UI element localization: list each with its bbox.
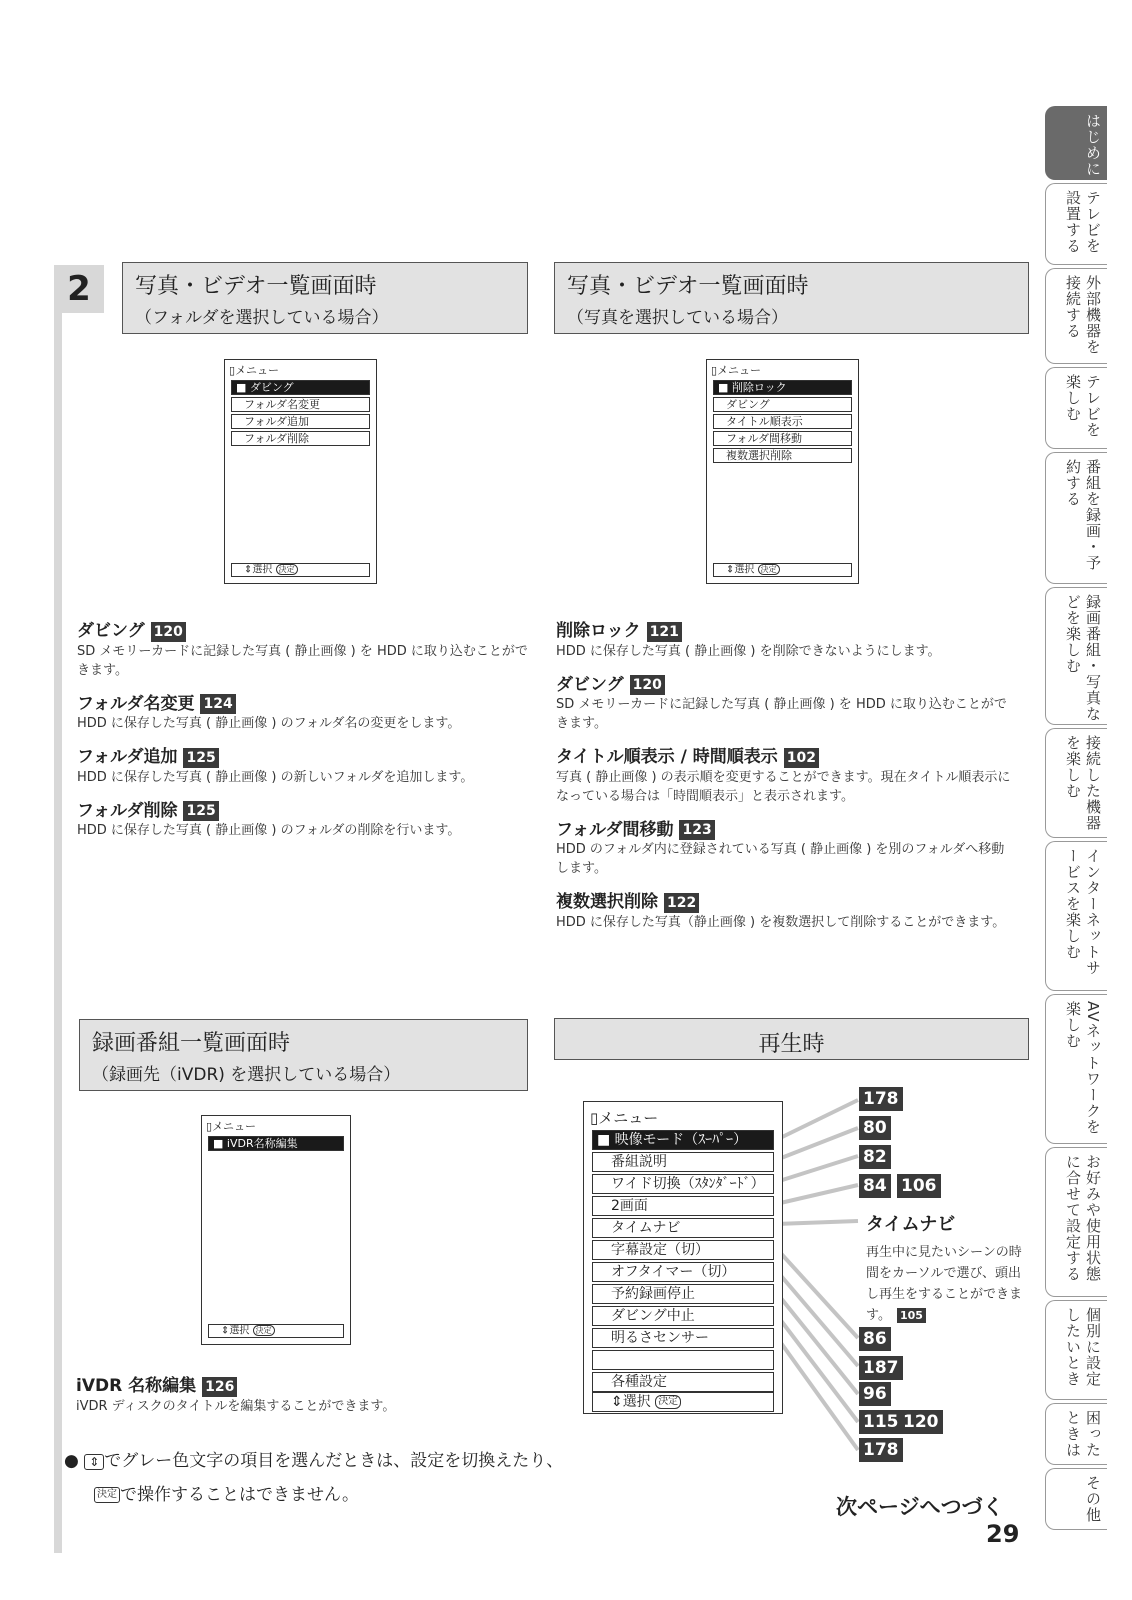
menu-title: ▯メニュー [590,1109,659,1127]
side-tab-introduction[interactable]: はじめに [1045,106,1107,180]
side-tab-enjoy-recordings[interactable]: 録画番組・写真などを楽しむ [1045,587,1107,725]
list-item: ダビング 120 SD メモリーカードに記録した写真 ( 静止画像 ) を HDD に取り込むことができます。 [77,621,528,678]
side-tab-av-network[interactable]: AVネットワークを楽しむ [1045,994,1107,1144]
page-ref-badge: 125 [183,748,218,768]
side-tab-connect-devices[interactable]: 外部機器を接続する [1045,268,1107,364]
menu-footer: ⇕選択 決定 [208,1324,344,1338]
page-ref-badge: 178 [859,1087,903,1111]
photo-menu-screen [706,359,859,584]
page-ref-badge: 115 [859,1410,903,1434]
recorded-menu-item-ivdr-rename[interactable]: ■ iVDR名称編集 [208,1136,344,1151]
side-tab-enjoy-connected[interactable]: 接続した機器を楽しむ [1045,728,1107,838]
menu-footer: ⇕選択 決定 [592,1392,774,1412]
enter-key-icon: 決定 [276,564,298,575]
playback-menu-item-wide-mode[interactable]: ワイド切換（ｽﾀﾝﾀﾞｰﾄﾞ） [592,1174,774,1194]
connector-line [776,1221,858,1224]
photo-menu-item-title-order[interactable]: タイトル順表示 [713,414,852,429]
page-ref-badge: 86 [859,1327,891,1351]
side-tab-settings[interactable]: お好みや使用状態に合せて設定する [1045,1147,1107,1297]
page-ref-badge: 82 [859,1145,891,1169]
timenavi-title: タイムナビ [866,1214,956,1235]
photo-menu-item-delete-lock[interactable]: ■ 削除ロック [713,380,852,395]
list-item: ダビング 120 SD メモリーカードに記録した写真 ( 静止画像 ) を HDD に取り込むことができます。 [556,674,1007,731]
connector-line [776,1314,858,1422]
folder-item-list [77,616,533,840]
page-ref-badge: 121 [647,622,682,642]
page-ref-badge: 124 [200,694,235,714]
select-key-icon: ⇕ [244,564,253,576]
photo-item-list [556,616,1016,932]
folder-section-title: 写真・ビデオ一覧画面時 [135,274,377,299]
enter-key-icon: 決定 [758,564,780,575]
bullet-icon: ● [64,1451,79,1471]
menu-footer: ⇕選択 決定 [231,563,370,577]
connector-line [776,1185,858,1204]
page-number: 29 [986,1520,1020,1548]
recorded-menu-screen [201,1115,351,1345]
enter-key-icon: 決定 [655,1395,681,1409]
timenavi-note [866,1210,1031,1326]
folder-menu-item-delete[interactable]: フォルダ削除 [231,431,370,446]
page-ref-badge: 120 [630,675,665,695]
list-item: フォルダ名変更 124 HDD に保存した写真 ( 静止画像 ) のフォルダ名の変更をします。 [77,693,461,731]
page-ref-badge: 178 [859,1438,903,1462]
playback-menu-item-stop-dubbing[interactable]: ダビング中止 [592,1306,774,1326]
playback-menu-item-stop-recording[interactable]: 予約録画停止 [592,1284,774,1304]
playback-menu-item-subtitle[interactable]: 字幕設定（切） [592,1240,774,1260]
side-tab-enjoy-tv[interactable]: テレビを楽しむ [1045,367,1107,449]
enter-key-icon: 決定 [253,1325,275,1336]
page-ref-badge: 120 [899,1410,943,1434]
photo-menu-item-dubbing[interactable]: ダビング [713,397,852,412]
page-ref-badge: 123 [679,820,714,840]
playback-menu-screen [583,1101,783,1414]
timenavi-desc: 再生中に見たいシーンの時間をカーソルで選び、頭出し再生をすることができます。 [866,1245,1023,1323]
recorded-section-subtitle: （録画先（iVDR) を選択している場合） [92,1065,401,1085]
continue-text: 次ページへつづく [836,1495,1004,1519]
list-item: フォルダ削除 125 HDD に保存した写真 ( 静止画像 ) のフォルダの削除を行います。 [77,800,461,838]
page-ref-badge: 80 [859,1116,891,1140]
page-ref-badge: 102 [784,748,819,768]
photo-section-header [554,262,1029,334]
list-item: フォルダ間移動 123 HDD のフォルダ内に登録されている写真 ( 静止画像 ) を別のフォルダへ移動します。 [556,819,1005,876]
note-line-1: ● ⇕ でグレー色文字の項目を選んだときは、設定を切換えたり、 [64,1451,564,1471]
folder-menu-item-dubbing[interactable]: ■ ダビング [231,380,370,395]
folder-menu-item-rename[interactable]: フォルダ名変更 [231,397,370,412]
list-item: iVDR 名称編集 126 iVDR ディスクのタイトルを編集することができます。 [76,1376,396,1414]
select-key-icon: ⇕ [726,564,735,576]
playback-menu-item-blank[interactable] [592,1350,774,1370]
menu-title: ▯メニュー [206,1120,257,1133]
playback-menu-item-off-timer[interactable]: オフタイマー（切） [592,1262,774,1282]
step-number: 2 [67,269,91,309]
select-key-icon: ⇕ [221,1325,230,1337]
page-ref-badge: 187 [859,1356,903,1380]
cursor-key-icon: ⇕ [84,1454,104,1470]
list-item: 複数選択削除 122 HDD に保存した写真（静止画像 ) を複数選択して削除することができます。 [556,892,1006,930]
connector-line [776,1292,858,1394]
playback-menu-item-dual-screen[interactable]: 2画面 [592,1196,774,1216]
page-ref-badge: 105 [897,1308,926,1323]
page-ref-badge: 125 [183,801,218,821]
playback-menu-item-settings[interactable]: 各種設定 [592,1372,774,1392]
page-ref-badge: 106 [897,1174,941,1198]
menu-footer: ⇕選択 決定 [713,563,852,577]
page-ref-badge: 84 [859,1174,891,1198]
side-tab-install-tv[interactable]: テレビを設置する [1045,183,1107,265]
select-key-icon: ⇕ [611,1394,623,1410]
list-item: タイトル順表示 / 時間順表示 102 写真 ( 静止画像 ) の表示順を変更することができます。現在タイトル順表示になっている場合は「時間順表示」と表示されます。 [556,747,1011,804]
playback-menu-item-brightness-sensor[interactable]: 明るさセンサー [592,1328,774,1348]
playback-menu-item-program-info[interactable]: 番組説明 [592,1152,774,1172]
folder-menu-screen [224,359,377,584]
side-tab-record-program[interactable]: 番組を録画・予約する [1045,452,1107,584]
recorded-item-list [76,1371,536,1416]
photo-menu-item-move[interactable]: フォルダ間移動 [713,431,852,446]
list-item: フォルダ追加 125 HDD に保存した写真 ( 静止画像 ) の新しいフォルダを追加します。 [77,747,474,785]
playback-section-title: 再生時 [758,1032,825,1057]
folder-section-subtitle: （フォルダを選択している場合） [135,308,389,328]
step-gutter-line [54,313,62,1553]
side-tab-troubleshooting[interactable]: 困ったときは [1045,1403,1107,1465]
recorded-section-title: 録画番組一覧画面時 [92,1031,291,1056]
playback-menu-item-time-navi[interactable]: タイムナビ [592,1218,774,1238]
folder-menu-item-add[interactable]: フォルダ追加 [231,414,370,429]
connector-line [776,1156,858,1182]
page-ref-badge: 96 [859,1382,891,1406]
photo-section-subtitle: （写真を選択している場合） [567,308,788,328]
side-tab-individual-settings[interactable]: 個別に設定したいとき [1045,1300,1107,1400]
page-ref-badge: 120 [151,622,186,642]
playback-menu-item-picture-mode[interactable]: ■ 映像モード（ｽｰﾊﾟｰ） [592,1130,774,1150]
menu-title: ▯メニュー [711,364,762,377]
side-tab-other[interactable]: その他 [1045,1468,1107,1530]
playback-section-header [554,1018,1029,1060]
connector-line [776,1248,858,1338]
enter-key-icon: 決定 [94,1487,120,1503]
page-ref-badge: 122 [664,893,699,913]
recorded-section-header [79,1019,528,1091]
side-tab-internet[interactable]: インターネットサービスを楽しむ [1045,841,1107,991]
photo-section-title: 写真・ビデオ一覧画面時 [567,274,809,299]
folder-section-header [122,262,528,334]
photo-menu-item-multi-delete[interactable]: 複数選択削除 [713,448,852,463]
page-ref-badge: 126 [202,1377,237,1397]
menu-title: ▯メニュー [229,364,280,377]
list-item: 削除ロック 121 HDD に保存した写真 ( 静止画像 ) を削除できないようにします。 [556,621,941,659]
note-line-2: 決定 で操作することはできません。 [94,1480,359,1505]
